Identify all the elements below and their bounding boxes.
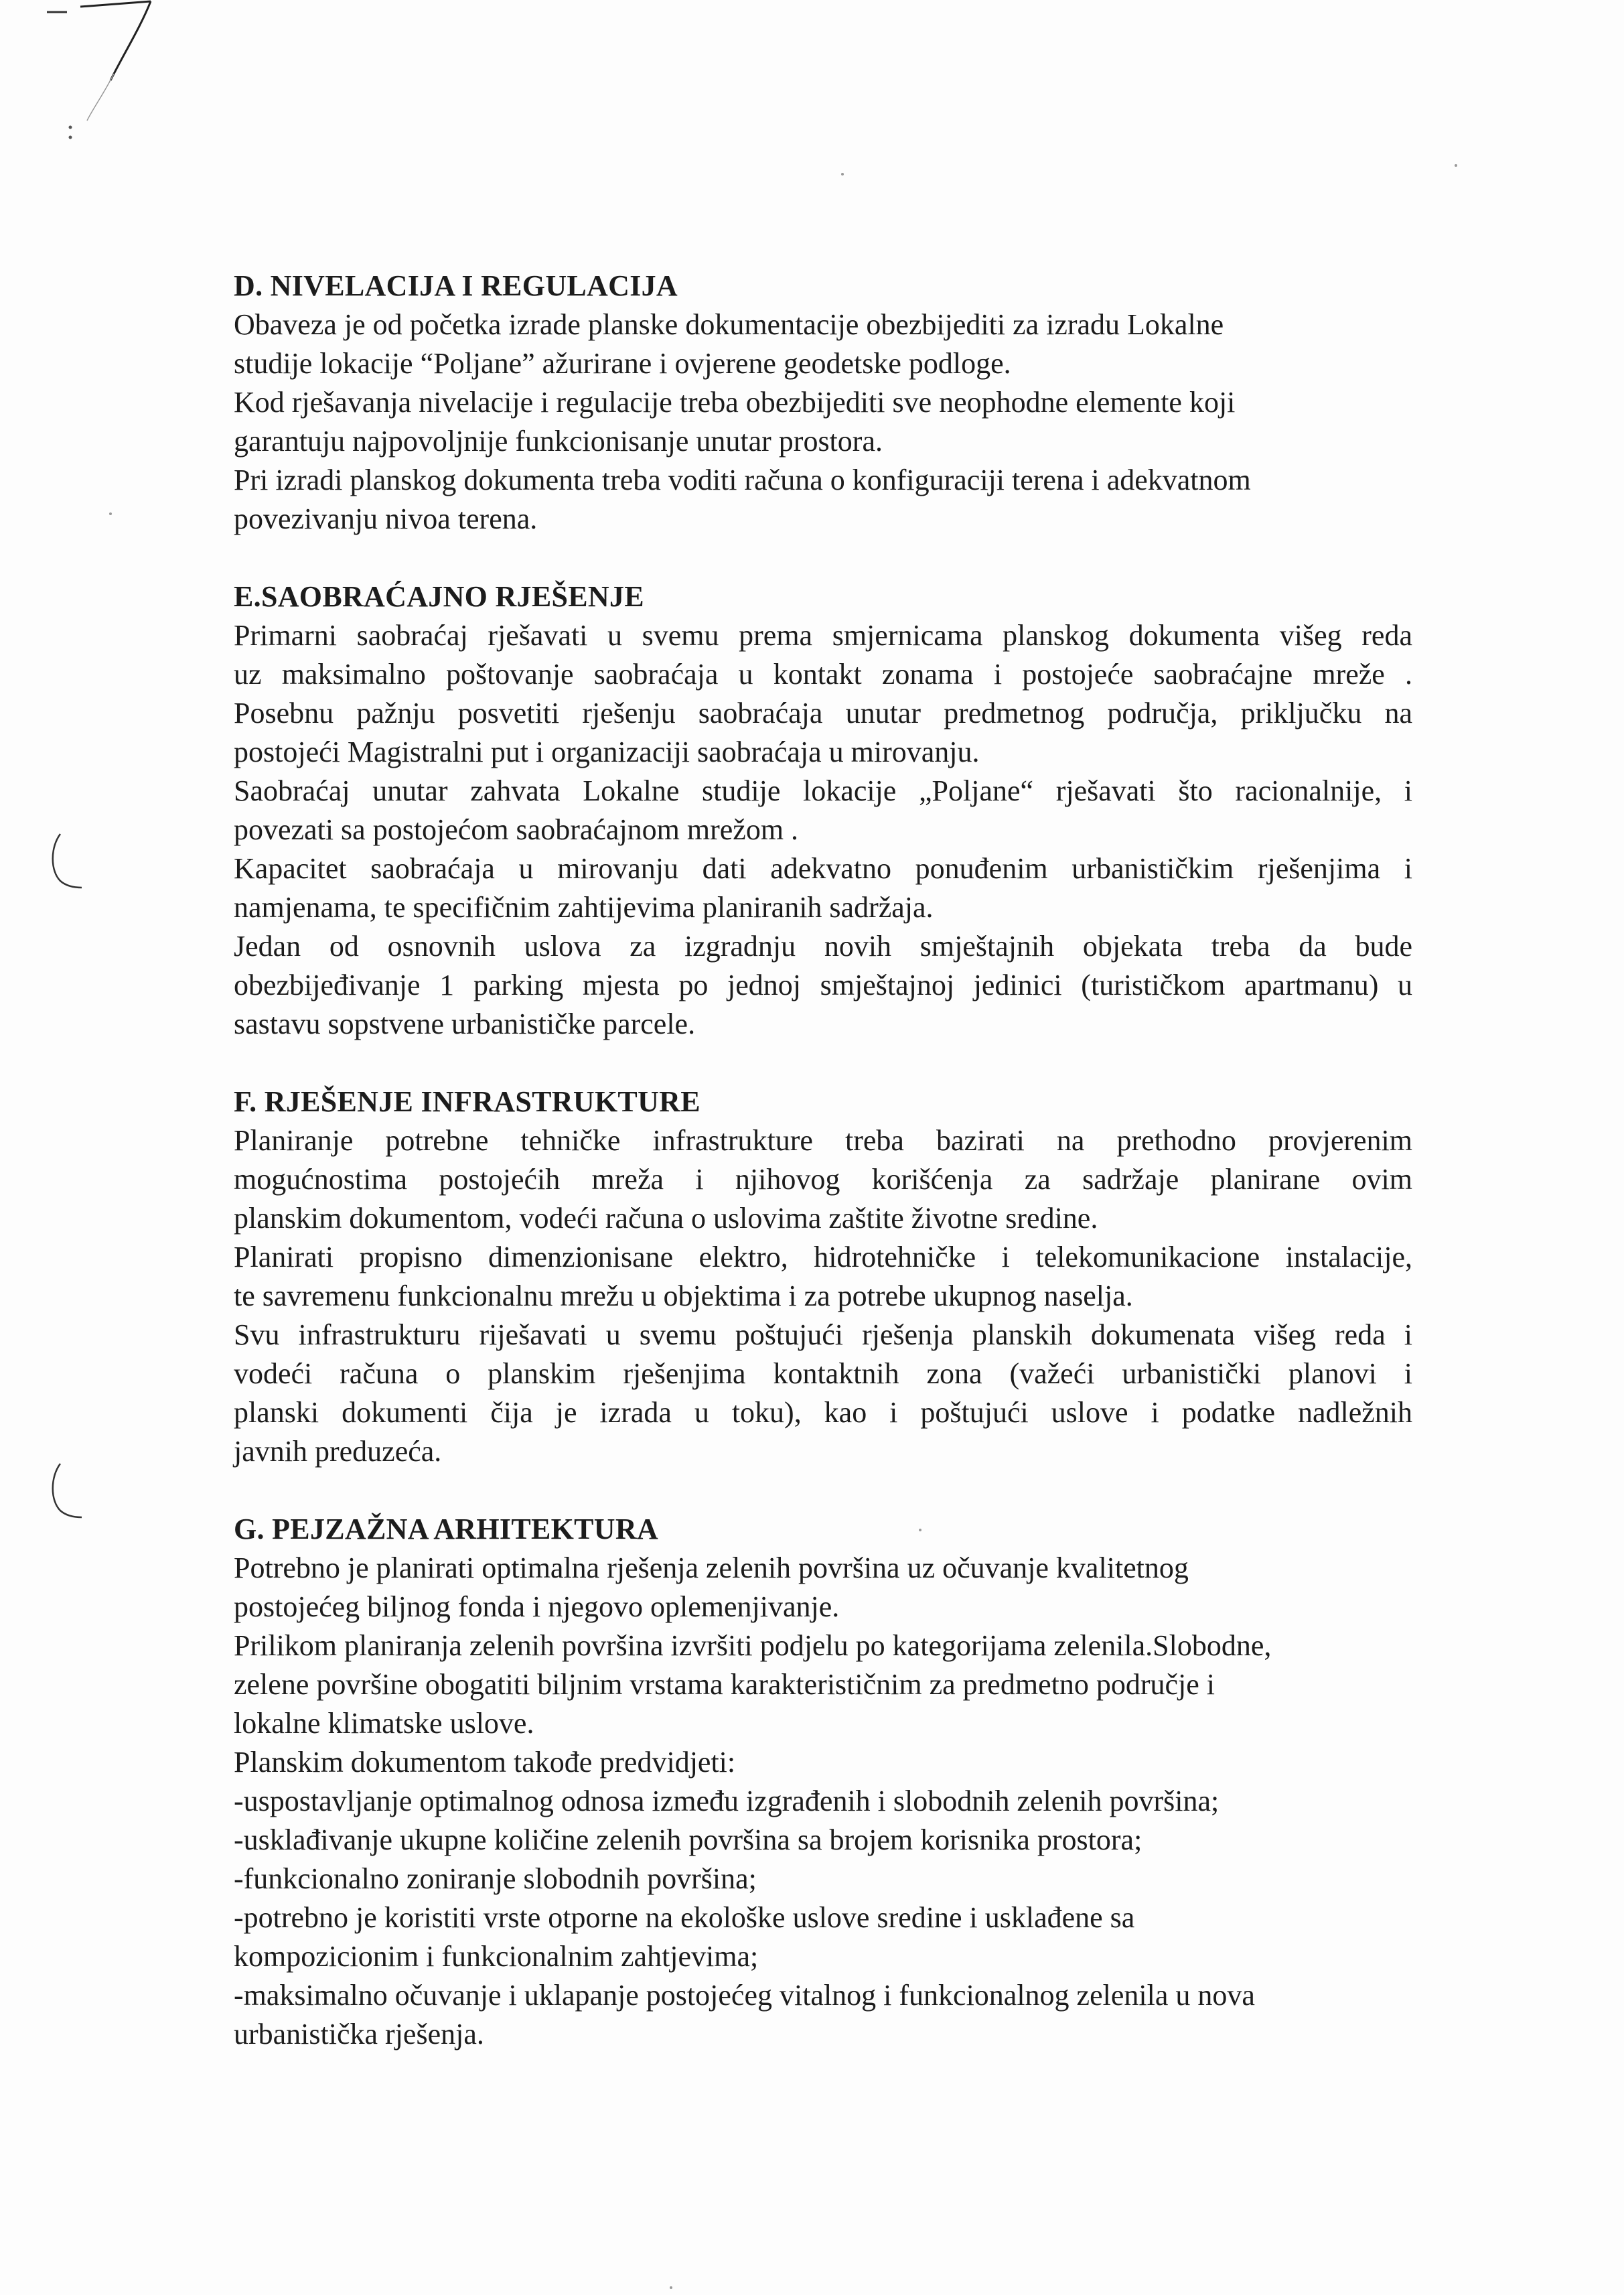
text-line: garantuju najpovoljnije funkcionisanje unutar prostora. bbox=[234, 425, 883, 458]
text-line: povezivanju nivoa terena. bbox=[234, 502, 538, 535]
text-line: postojećeg biljnog fonda i njegovo oplemenjivanje. bbox=[234, 1590, 840, 1623]
scan-speck bbox=[1455, 164, 1457, 167]
text-line: Kapacitet saobraćaja u mirovanju dati adekvatno ponuđenim urbanističkim rješenjima i bbox=[234, 852, 1412, 885]
text-line: Obaveza je od početka izrade planske dokumentacije obezbijediti za izradu Lokalne bbox=[234, 308, 1224, 341]
list-item: kompozicionim i funkcionalnim zahtjevima; bbox=[234, 1940, 759, 1973]
text-line: povezati sa postojećom saobraćajnom mrežom . bbox=[234, 813, 799, 846]
document-body bbox=[234, 267, 1412, 2054]
list-item: -maksimalno očuvanje i uklapanje postojećeg vitalnog i funkcionalnog zelenila u nova bbox=[234, 1979, 1255, 2012]
section-saobracajno bbox=[234, 577, 1412, 1044]
text-line: te savremenu funkcionalnu mrežu u objektima i za potrebe ukupnog naselja. bbox=[234, 1279, 1133, 1312]
handwritten-corner-mark bbox=[40, 0, 174, 147]
list-item: urbanistička rješenja. bbox=[234, 2018, 484, 2050]
scan-speck bbox=[670, 2286, 672, 2289]
text-line: sastavu sopstvene urbanističke parcele. bbox=[234, 1007, 696, 1040]
text-line: Posebnu pažnju posvetiti rješenju saobraćaja unutar predmetnog područja, priključku na bbox=[234, 697, 1412, 729]
text-line: Primarni saobraćaj rješavati u svemu prema smjernicama planskog dokumenta višeg reda bbox=[234, 619, 1412, 652]
section-pejzazna bbox=[234, 1510, 1412, 2054]
punch-hole-mark bbox=[47, 1460, 87, 1521]
text-line: planski dokumenti čija je izrada u toku), kao i poštujući uslove i podatke nadležnih bbox=[234, 1396, 1412, 1429]
text-line: mogućnostima postojećih mreža i njihovog korišćenja za sadržaje planirane ovim bbox=[234, 1163, 1412, 1196]
text-line: Planskim dokumentom takođe predvidjeti: bbox=[234, 1746, 736, 1779]
punch-hole-mark bbox=[47, 831, 87, 891]
text-line: studije lokacije “Poljane” ažurirane i ovjerene geodetske podloge. bbox=[234, 347, 1011, 380]
text-line: namjenama, te specifičnim zahtijevima planiranih sadržaja. bbox=[234, 891, 934, 924]
section-nivelacija bbox=[234, 267, 1412, 539]
text-line: Planiranje potrebne tehničke infrastrukture treba bazirati na prethodno provjerenim bbox=[234, 1124, 1412, 1157]
scan-speck bbox=[841, 173, 844, 176]
text-line: Jedan od osnovnih uslova za izgradnju novih smještajnih objekata treba da bude bbox=[234, 930, 1412, 963]
text-line: zelene površine obogatiti biljnim vrstama karakterističnim za predmetno područje i bbox=[234, 1668, 1215, 1701]
section-heading: E.SAOBRAĆAJNO RJEŠENJE bbox=[234, 580, 644, 613]
text-line: Potrebno je planirati optimalna rješenja zelenih površina uz očuvanje kvalitetnog bbox=[234, 1551, 1189, 1584]
text-line: Prilikom planiranja zelenih površina izvršiti podjelu po kategorijama zelenila.Slobodne, bbox=[234, 1629, 1272, 1662]
text-line: planskim dokumentom, vodeći računa o uslovima zaštite životne sredine. bbox=[234, 1202, 1098, 1235]
scan-speck bbox=[109, 512, 112, 515]
list-item: -usklađivanje ukupne količine zelenih površina sa brojem korisnika prostora; bbox=[234, 1823, 1142, 1856]
list-item: -uspostavljanje optimalnog odnosa između izgrađenih i slobodnih zelenih površina; bbox=[234, 1785, 1220, 1817]
text-line: uz maksimalno poštovanje saobraćaja u kontakt zonama i postojeće saobraćajne mreže . bbox=[234, 658, 1412, 691]
list-item: -funkcionalno zoniranje slobodnih površina; bbox=[234, 1862, 757, 1895]
text-line: vodeći računa o planskim rješenjima kontaktnih zona (važeći urbanistički planovi i bbox=[234, 1357, 1412, 1390]
text-line: javnih preduzeća. bbox=[234, 1435, 442, 1468]
section-heading: D. NIVELACIJA I REGULACIJA bbox=[234, 269, 678, 302]
section-heading: G. PEJZAŽNA ARHITEKTURA bbox=[234, 1513, 659, 1545]
text-line: Kod rješavanja nivelacije i regulacije treba obezbijediti sve neophodne elemente koji bbox=[234, 386, 1236, 419]
text-line: Pri izradi planskog dokumenta treba voditi računa o konfiguraciji terena i adekvatnom bbox=[234, 464, 1251, 496]
text-line: Planirati propisno dimenzionisane elektro, hidrotehničke i telekomunikacione instalacije, bbox=[234, 1241, 1412, 1273]
list-item: -potrebno je koristiti vrste otporne na ekološke uslove sredine i usklađene sa bbox=[234, 1901, 1135, 1934]
text-line: Saobraćaj unutar zahvata Lokalne studije lokacije „Poljane“ rješavati što racionalnije, i bbox=[234, 774, 1412, 807]
text-line: postojeći Magistralni put i organizaciji saobraćaja u mirovanju. bbox=[234, 736, 980, 768]
section-heading: F. RJEŠENJE INFRASTRUKTURE bbox=[234, 1085, 700, 1118]
text-line: Svu infrastrukturu riješavati u svemu poštujući rješenja planskih dokumenata višeg reda i bbox=[234, 1318, 1412, 1351]
text-line: lokalne klimatske uslove. bbox=[234, 1707, 534, 1740]
section-infrastruktura bbox=[234, 1083, 1412, 1471]
text-line: obezbijeđivanje 1 parking mjesta po jednoj smještajnoj jedinici (turističkom apartmanu) u bbox=[234, 969, 1412, 1001]
